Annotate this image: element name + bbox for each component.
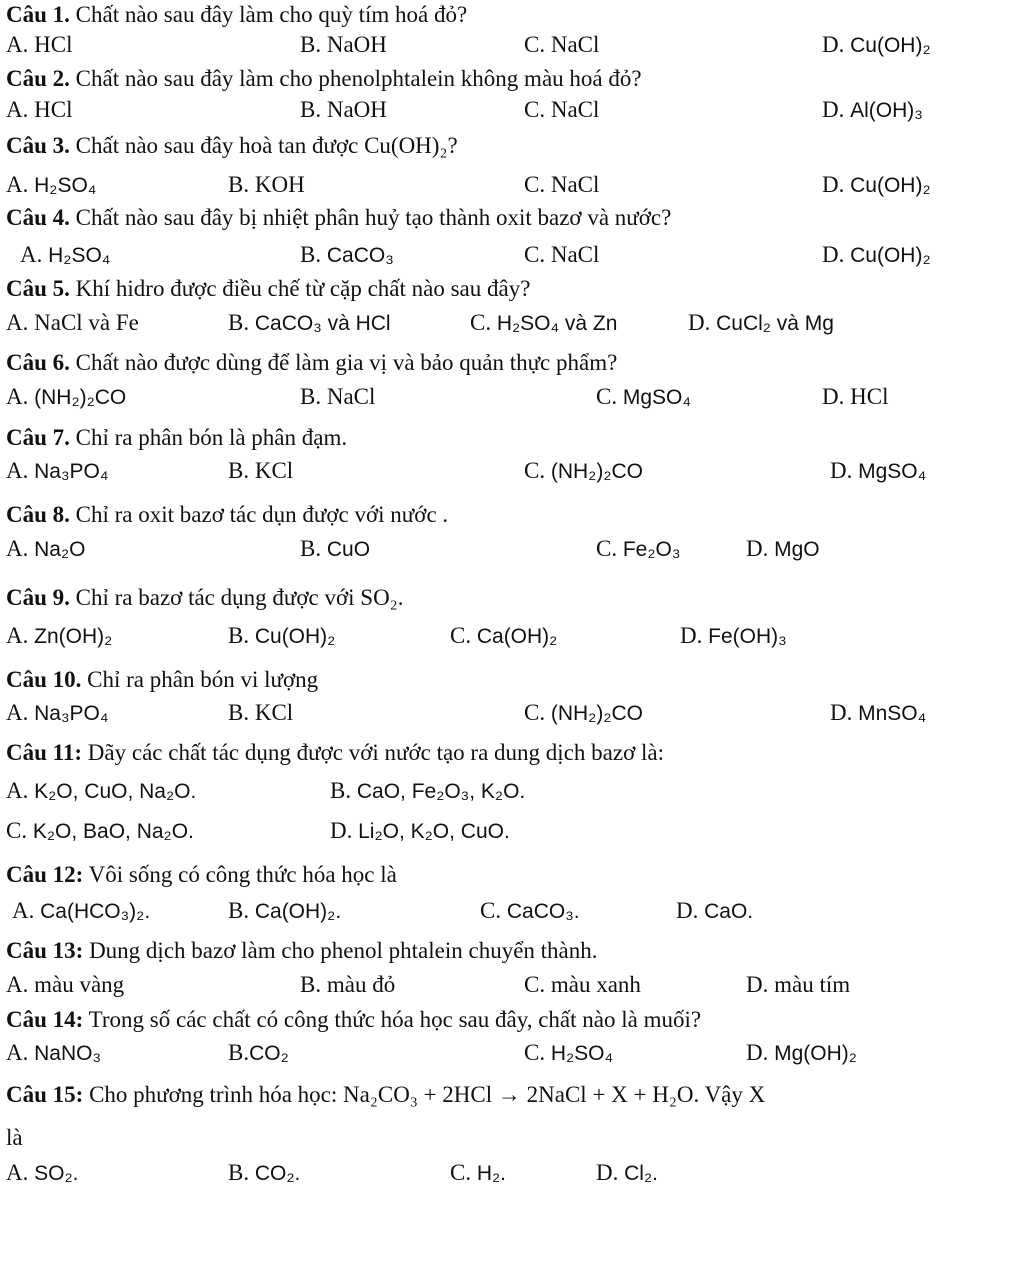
question-text: Trong số các chất có công thức hóa học sau đây, chất nào là muối? bbox=[88, 1007, 702, 1032]
option-text: Ca(OH)₂. bbox=[254, 900, 342, 923]
option-text: NaCl bbox=[550, 172, 600, 197]
question-2 bbox=[6, 66, 642, 92]
option-text: Cl₂. bbox=[624, 1162, 658, 1185]
option-letter: A. bbox=[6, 536, 29, 561]
option-letter: C. bbox=[524, 172, 546, 197]
option-d bbox=[746, 536, 820, 563]
question-text: Chất nào sau đây làm cho phenolphtalein không màu hoá đỏ? bbox=[75, 66, 642, 91]
option-letter: B. bbox=[300, 972, 322, 997]
option-letter: C. bbox=[596, 384, 618, 409]
option-text: H₂. bbox=[476, 1162, 506, 1185]
question-number: Câu 2. bbox=[6, 66, 70, 91]
option-b bbox=[228, 898, 341, 925]
question-9 bbox=[6, 585, 403, 611]
option-a bbox=[6, 536, 85, 563]
option-letter: A. bbox=[6, 1040, 29, 1065]
option-letter: B. bbox=[228, 458, 250, 483]
option-text: HCl bbox=[34, 32, 73, 57]
option-text: KCl bbox=[254, 700, 294, 725]
option-d bbox=[822, 242, 931, 269]
option-letter: D. bbox=[822, 242, 845, 267]
option-c bbox=[524, 700, 643, 727]
option-letter: A. bbox=[6, 384, 29, 409]
option-d bbox=[830, 700, 926, 727]
option-letter: C. bbox=[524, 458, 546, 483]
option-letter: D. bbox=[822, 32, 845, 57]
option-letter: A. bbox=[6, 972, 29, 997]
option-c bbox=[524, 242, 599, 268]
option-letter: B. bbox=[228, 172, 250, 197]
option-letter: A. bbox=[6, 458, 29, 483]
option-text: NaCl bbox=[550, 97, 600, 122]
option-letter: C. bbox=[524, 972, 546, 997]
option-text: NaOH bbox=[326, 32, 387, 57]
question-text: Chất nào sau đây hoà tan được Cu(OH)₂? bbox=[75, 133, 458, 158]
question-number: Câu 14: bbox=[6, 1007, 84, 1032]
option-text: màu vàng bbox=[34, 972, 125, 997]
option-text: NaCl bbox=[326, 384, 376, 409]
option-text: màu xanh bbox=[550, 972, 641, 997]
option-letter: C. bbox=[524, 1040, 546, 1065]
option-text: NaCl bbox=[550, 32, 600, 57]
option-a bbox=[6, 972, 124, 998]
option-letter: B. bbox=[228, 1040, 250, 1065]
option-text: Fe(OH)₃ bbox=[708, 625, 787, 648]
option-letter: C. bbox=[450, 623, 472, 648]
option-letter: D. bbox=[830, 458, 853, 483]
option-text: CaCO₃. bbox=[506, 900, 580, 923]
option-letter: A. bbox=[6, 1160, 29, 1185]
option-d bbox=[822, 172, 931, 199]
option-text: HCl bbox=[34, 97, 73, 122]
option-letter: A. bbox=[20, 242, 43, 267]
option-b bbox=[228, 623, 335, 650]
question-text: Chất nào sau đây bị nhiệt phân huỷ tạo thành oxit bazơ và nước? bbox=[75, 205, 672, 230]
option-text: CaCO₃ và HCl bbox=[254, 312, 391, 335]
option-c bbox=[524, 458, 643, 485]
question-number: Câu 8. bbox=[6, 502, 70, 527]
option-text: (NH₂)₂CO bbox=[550, 460, 643, 483]
option-b bbox=[228, 1040, 289, 1067]
question-text: Chất nào được dùng để làm gia vị và bảo quản thực phẩm? bbox=[75, 350, 618, 375]
option-text: MgSO₄ bbox=[858, 460, 927, 483]
option-letter: B. bbox=[228, 623, 250, 648]
question-number: Câu 4. bbox=[6, 205, 70, 230]
option-c bbox=[470, 310, 617, 337]
option-letter: D. bbox=[676, 898, 699, 923]
option-a bbox=[6, 623, 112, 650]
question-7 bbox=[6, 425, 347, 451]
option-a bbox=[6, 310, 139, 336]
option-d bbox=[680, 623, 787, 650]
option-d bbox=[688, 310, 834, 337]
question-15 bbox=[6, 1082, 765, 1108]
option-letter: C. bbox=[470, 310, 492, 335]
option-letter: D. bbox=[746, 972, 769, 997]
option-letter: D. bbox=[688, 310, 711, 335]
option-b bbox=[300, 384, 375, 410]
option-text: CO₂ bbox=[249, 1042, 289, 1065]
question-text: Chỉ ra phân bón vi lượng bbox=[87, 667, 319, 692]
question-4 bbox=[6, 205, 671, 231]
option-letter: D. bbox=[746, 536, 769, 561]
option-letter: B. bbox=[228, 310, 250, 335]
question-13 bbox=[6, 938, 598, 964]
option-c bbox=[596, 384, 691, 411]
option-text: H₂SO₄ và Zn bbox=[496, 312, 618, 335]
question-number: Câu 10. bbox=[6, 667, 82, 692]
question-15-continuation bbox=[6, 1125, 23, 1151]
option-text: CaCO₃ bbox=[326, 244, 394, 267]
option-letter: A. bbox=[6, 172, 29, 197]
option-b bbox=[330, 778, 525, 805]
option-text: Na₂O bbox=[34, 538, 86, 561]
option-letter: C. bbox=[596, 536, 618, 561]
question-number: Câu 7. bbox=[6, 425, 70, 450]
option-text: màu tím bbox=[774, 972, 851, 997]
option-a bbox=[6, 97, 72, 123]
option-c bbox=[524, 97, 599, 123]
option-c bbox=[524, 32, 599, 58]
option-text: Ca(HCO₃)₂. bbox=[40, 900, 151, 923]
question-text: Chất nào sau đây làm cho quỳ tím hoá đỏ? bbox=[75, 2, 468, 27]
option-text: H₂SO₄ bbox=[48, 244, 111, 267]
question-number: Câu 3. bbox=[6, 133, 70, 158]
option-letter: A. bbox=[6, 32, 29, 57]
option-letter: C. bbox=[524, 97, 546, 122]
option-text: HCl bbox=[850, 384, 889, 409]
option-d bbox=[746, 1040, 857, 1067]
option-letter: B. bbox=[300, 384, 322, 409]
option-text: KCl bbox=[254, 458, 294, 483]
option-text: MgO bbox=[774, 538, 820, 561]
option-letter: C. bbox=[6, 818, 28, 843]
option-letter: A. bbox=[6, 623, 29, 648]
option-c bbox=[450, 623, 557, 650]
question-number: Câu 1. bbox=[6, 2, 70, 27]
option-text: CO₂. bbox=[254, 1162, 301, 1185]
option-b bbox=[300, 242, 394, 269]
option-text: NaCl và Fe bbox=[34, 310, 139, 335]
question-10 bbox=[6, 667, 318, 693]
option-letter: B. bbox=[300, 97, 322, 122]
option-d bbox=[746, 972, 850, 998]
option-a bbox=[6, 32, 72, 58]
option-text: CuO bbox=[326, 538, 371, 561]
option-c bbox=[596, 536, 680, 563]
option-a bbox=[6, 1160, 78, 1187]
option-text: MnSO₄ bbox=[858, 702, 927, 725]
option-text: SO₂. bbox=[34, 1162, 79, 1185]
question-1 bbox=[6, 2, 467, 28]
option-d bbox=[676, 898, 753, 925]
question-11 bbox=[6, 740, 664, 766]
option-text: Li₂O, K₂O, CuO. bbox=[358, 820, 510, 843]
option-c bbox=[524, 1040, 613, 1067]
option-text: K₂O, CuO, Na₂O. bbox=[34, 780, 197, 803]
option-text: Cu(OH)₂ bbox=[850, 174, 931, 197]
question-text: Khí hidro được điều chế từ cặp chất nào sau đây? bbox=[75, 276, 531, 301]
option-c bbox=[6, 818, 194, 845]
option-text: CaO. bbox=[704, 900, 754, 923]
option-text: Fe₂O₃ bbox=[622, 538, 681, 561]
option-a bbox=[12, 898, 150, 925]
option-letter: D. bbox=[830, 700, 853, 725]
option-text: NaOH bbox=[326, 97, 387, 122]
option-text: CuCl₂ và Mg bbox=[716, 312, 834, 335]
option-text: Na₃PO₄ bbox=[34, 702, 109, 725]
option-c bbox=[524, 972, 641, 998]
option-b bbox=[300, 536, 370, 563]
option-letter: B. bbox=[300, 32, 322, 57]
option-d bbox=[330, 818, 510, 845]
option-letter: A. bbox=[6, 700, 29, 725]
question-text: là bbox=[6, 1125, 23, 1150]
option-text: NaNO₃ bbox=[34, 1042, 102, 1065]
option-text: Cu(OH)₂ bbox=[850, 244, 931, 267]
option-b bbox=[300, 972, 395, 998]
option-letter: B. bbox=[330, 778, 352, 803]
option-text: Cu(OH)₂ bbox=[850, 34, 931, 57]
option-letter: D. bbox=[746, 1040, 769, 1065]
option-c bbox=[524, 172, 599, 198]
option-a bbox=[6, 172, 96, 199]
question-number: Câu 12: bbox=[6, 862, 84, 887]
option-d bbox=[596, 1160, 658, 1187]
option-letter: D. bbox=[822, 97, 845, 122]
question-5 bbox=[6, 276, 530, 302]
option-b bbox=[228, 700, 293, 726]
option-text: MgSO₄ bbox=[622, 386, 691, 409]
question-text: Chỉ ra bazơ tác dụng được với SO₂. bbox=[75, 585, 404, 610]
option-text: (NH₂)₂CO bbox=[550, 702, 643, 725]
option-b bbox=[228, 172, 305, 198]
question-number: Câu 5. bbox=[6, 276, 70, 301]
option-d bbox=[830, 458, 926, 485]
option-text: Na₃PO₄ bbox=[34, 460, 109, 483]
option-letter: D. bbox=[596, 1160, 619, 1185]
option-letter: B. bbox=[228, 700, 250, 725]
option-letter: D. bbox=[680, 623, 703, 648]
option-text: màu đỏ bbox=[326, 972, 396, 997]
option-a bbox=[6, 700, 108, 727]
option-letter: C. bbox=[480, 898, 502, 923]
option-c bbox=[480, 898, 580, 925]
option-text: Mg(OH)₂ bbox=[774, 1042, 857, 1065]
question-14 bbox=[6, 1007, 701, 1033]
option-d bbox=[822, 32, 931, 59]
option-b bbox=[228, 458, 293, 484]
option-a bbox=[6, 778, 196, 805]
question-8 bbox=[6, 502, 448, 528]
option-text: KOH bbox=[254, 172, 305, 197]
question-text: Dung dịch bazơ làm cho phenol phtalein chuyển thành. bbox=[89, 938, 598, 963]
option-b bbox=[228, 310, 391, 337]
option-text: K₂O, BaO, Na₂O. bbox=[32, 820, 194, 843]
option-letter: D. bbox=[330, 818, 353, 843]
option-text: H₂SO₄ bbox=[34, 174, 97, 197]
option-a bbox=[6, 1040, 101, 1067]
question-3 bbox=[6, 133, 458, 159]
option-text: Cu(OH)₂ bbox=[254, 625, 336, 648]
option-letter: B. bbox=[228, 1160, 250, 1185]
question-number: Câu 11: bbox=[6, 740, 83, 765]
option-b bbox=[300, 32, 387, 58]
question-text: Chỉ ra oxit bazơ tác dụn được với nước . bbox=[75, 502, 449, 527]
question-text: Chỉ ra phân bón là phân đạm. bbox=[75, 425, 348, 450]
option-letter: D. bbox=[822, 172, 845, 197]
question-6 bbox=[6, 350, 617, 376]
option-text: Ca(OH)₂ bbox=[476, 625, 558, 648]
question-number: Câu 6. bbox=[6, 350, 70, 375]
option-text: Zn(OH)₂ bbox=[34, 625, 113, 648]
option-letter: C. bbox=[450, 1160, 472, 1185]
option-d bbox=[822, 384, 888, 410]
option-text: CaO, Fe₂O₃, K₂O. bbox=[356, 780, 526, 803]
option-a bbox=[6, 384, 126, 411]
option-letter: A. bbox=[6, 97, 29, 122]
question-number: Câu 9. bbox=[6, 585, 70, 610]
option-letter: A. bbox=[6, 778, 29, 803]
option-letter: A. bbox=[6, 310, 29, 335]
question-number: Câu 15: bbox=[6, 1082, 84, 1107]
question-text: Vôi sống có công thức hóa học là bbox=[88, 862, 397, 887]
option-b bbox=[300, 97, 387, 123]
option-d bbox=[822, 97, 923, 124]
question-text: Cho phương trình hóa học: Na₂CO₃ + 2HCl → 2NaCl + X + H₂O. Vậy X bbox=[89, 1082, 766, 1107]
option-text: NaCl bbox=[550, 242, 600, 267]
option-letter: B. bbox=[300, 242, 322, 267]
option-text: (NH₂)₂CO bbox=[34, 386, 127, 409]
option-text: H₂SO₄ bbox=[550, 1042, 614, 1065]
option-letter: C. bbox=[524, 242, 546, 267]
option-a bbox=[20, 242, 110, 269]
option-a bbox=[6, 458, 108, 485]
option-letter: C. bbox=[524, 700, 546, 725]
option-c bbox=[450, 1160, 506, 1187]
question-number: Câu 13: bbox=[6, 938, 84, 963]
option-letter: C. bbox=[524, 32, 546, 57]
question-12 bbox=[6, 862, 397, 888]
option-letter: B. bbox=[300, 536, 322, 561]
option-letter: A. bbox=[12, 898, 35, 923]
option-text: Al(OH)₃ bbox=[850, 99, 923, 122]
question-text: Dãy các chất tác dụng được với nước tạo ra dung dịch bazơ là: bbox=[87, 740, 664, 765]
option-letter: D. bbox=[822, 384, 845, 409]
option-letter: B. bbox=[228, 898, 250, 923]
option-b bbox=[228, 1160, 300, 1187]
